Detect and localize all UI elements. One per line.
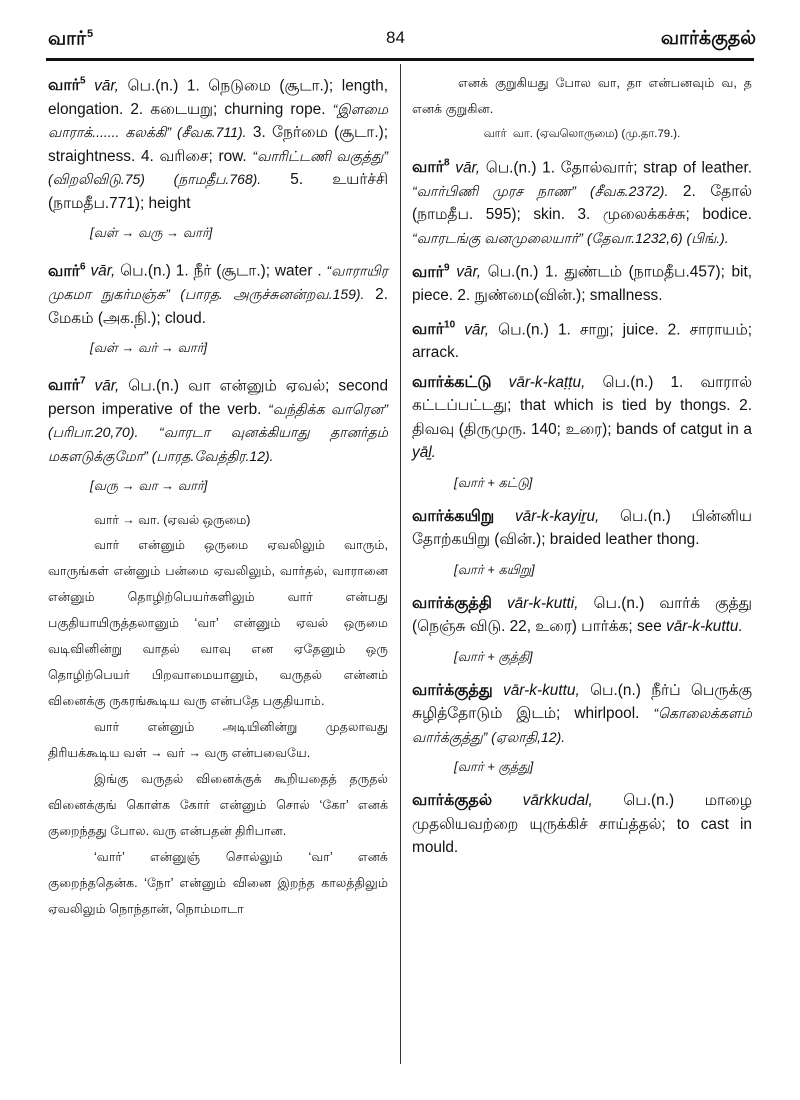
headword: வார்க்குத்தி (412, 594, 492, 612)
note-paragraph: வார் என்னும் அடியினின்று முதலாவது திரியக்கூடிய வள் → வர் → வரு என்பவையே. (48, 720, 388, 761)
transliteration: vār, (456, 263, 482, 281)
entry-var-k-kuttu (412, 679, 752, 750)
citation: “வாரடங்கு வனமுலையார்” (தேவா.1232,6) (பிங்.). (412, 229, 729, 246)
entry-var-k-kattu (412, 371, 752, 465)
note-paragraph: இங்கு வருதல் வினைக்குக் கூறியதைத் தருதல் வினைக்குங் கொள்க கோர் என்னும் சொல் ‘கோ’ எனக் குறைந்தது போல. வரு என்பதன் திரிபான. (48, 772, 388, 839)
definition: பெ.(n.) 1. தோல்வார்; strap of leather. (480, 159, 752, 177)
column-divider (400, 64, 401, 1064)
entry-var-6 (48, 255, 388, 330)
etymology: [வார் + குத்து] (454, 759, 534, 775)
etymology: [வார் + குத்தி] (454, 648, 533, 664)
headword: வார்$^7$ (48, 376, 86, 395)
citation: “கொலைக்களம் வார்க்குத்து” (ஏலாதி,12). (412, 705, 752, 745)
headword: வார்$^6$ (48, 261, 86, 280)
definition: பெ.(n.) பின்னிய தோற்கயிறு (வின்.); braided leather thong. (412, 507, 752, 549)
headword: வார்க்கட்டு (412, 373, 492, 391)
transliteration: vār, (94, 377, 120, 395)
continuation-note: வார் வா. (ஏவலொருமை) (மு.தா.79.). (483, 128, 681, 140)
transliteration: vārkkudal, (522, 792, 593, 810)
transliteration: vār, (94, 77, 119, 95)
etymology: [வள் → வரு → வார்] (90, 225, 213, 241)
transliteration: yāḻ. (412, 444, 436, 462)
transliteration: vār, (464, 320, 490, 338)
entry-var-k-kutti (412, 592, 752, 639)
etymology: [வார் + கட்டு] (454, 474, 533, 490)
header-right-guideword: வார்க்குதல் (660, 28, 756, 49)
page-header (0, 0, 800, 60)
citation: “வந்திக்க வாரென” (பரிபா.20,70). “வாரடா வுனக்கியாது தானர்தம் மகளடுக்குமோ” (பாரத.வேத்திர.12). (48, 400, 388, 464)
definition: பெ.(n.) வார்க் குத்து (நெஞ்சு விடு. 22, உரை) பார்க்க; see (412, 594, 752, 636)
entry-var-9 (412, 256, 752, 307)
headword: வார்$^9$ (412, 262, 450, 281)
headword: வார்$^5$ (48, 76, 86, 95)
continuation-text: எனக் குறுகியது போல வா, தா என்பனவும் வ, த எனக் குறுகின. (412, 76, 752, 116)
transliteration: vār-k-kutti, (506, 594, 579, 612)
definition: பெ.(n.) 1. துண்டம் (நாமதீப.457); bit, piece. 2. நுண்மை(வின்.); smallness. (412, 263, 752, 305)
definition: 2. தோல் (நாமதீப. 595); skin. 3. முலைக்கச்சு; bodice. (412, 182, 753, 224)
left-column (48, 70, 388, 922)
entry-var-10 (412, 314, 752, 365)
headword: வார்க்குத்து (412, 681, 493, 699)
definition: பெ.(n.) வா என்னும் ஏவல்; second person imperative of the verb. (48, 377, 388, 418)
citation: “வாராயிர முகமா நுகர்மஞ்சு” (பாரத. அருச்சுனன்றவ.159). (48, 262, 388, 303)
entry-var-8 (412, 152, 752, 250)
definition: பெ.(n.) மாழை முதலியவற்றை யுருக்கிச் சாய்த்தல்; to cast in mould. (412, 792, 752, 857)
etymology: [வரு → வா → வார்] (90, 478, 208, 494)
page-number: 84 (386, 28, 405, 47)
etymology: [வார் + கயிறு] (454, 561, 535, 577)
citation: “வாரிட்டணி வகுத்து” (விறலிவிடு.75) (நாமதீப.768). (48, 147, 388, 188)
entry-var-k-kayiru (412, 505, 752, 552)
entry-var-5 (48, 70, 388, 215)
header-left-guideword: வார்$^5$ (48, 28, 94, 50)
definition: பெ.(n.) 1. சாறு; juice. 2. சாராயம்; arrack. (412, 320, 752, 362)
header-rule (46, 58, 754, 61)
transliteration: vār-k-kuttu, (503, 681, 580, 699)
citation: “வார்பிணி முரச நாண” (சீவக.2372). (412, 182, 669, 199)
headword: வார்$^{10}$ (412, 319, 456, 338)
entry-var-7 (48, 370, 388, 468)
definition: பெ.(n.) 1. வாரால் கட்டப்பட்டது; that which is tied by thongs. 2. திவவு (திருமுரு. 140; உரை); bands of catgut in a (412, 373, 752, 438)
headword: வார்க்குதல் (412, 792, 493, 810)
definition: பெ.(n.) 1. நீர் (சூடா.); water . (115, 262, 327, 280)
transliteration: vār-k-kuttu. (666, 618, 743, 636)
headword: வார்க்கயிறு (412, 507, 495, 525)
citation: “இளமை வாராக்....... கலக்கி” (சீவக.711). (48, 100, 388, 141)
transliteration: vār-k-kayiṟu, (514, 507, 600, 525)
right-column (412, 70, 752, 866)
note-paragraph: வார் என்னும் ஒருமை ஏவலிலும் வாரும், வாருங்கள் என்னும் பன்மை ஏவலிலும், வார்தல், வாரானை என்னும் தொழிற்பெயர்களிலும் வார் என்பது பகுதியாயிருத்தலானும் ‘வா’ என்னும் ஏவல் ஒருமை வடிவினின்று வாதல் வாவு என ஏதேனும் ஒரு தொழிற்பெயர் பிறவாமையானும், வருதல் என்னம் வினைக்கு ருகரங்கூடிய வரு என்பதே பகுதியாம். (48, 538, 388, 709)
definition: 3. நேர்மை (சூடா.); straightness. 4. வரிசை; row. (48, 124, 389, 165)
transliteration: vār-k-kaṭṭu, (508, 373, 586, 391)
note-line: வார் → வா. (ஏவல் ஒருமை) (94, 513, 251, 528)
note-paragraph: ‘வார்’ என்னுஞ் சொல்லும் ‘வா’ எனக் குறைந்ததென்க. ‘நோ’ என்னும் வினை இறந்த காலத்திலும் ஏவலிலும் நொந்தான், நொம்மாடா (48, 850, 388, 917)
entry-varkkudal (412, 789, 752, 860)
definition: 2. மேகம் (அக.நி.); cloud. (48, 286, 388, 327)
definition: 5. உயர்ச்சி (நாமதீப.771); height (48, 171, 388, 212)
transliteration: vār, (90, 262, 116, 280)
definition: பெ.(n.) 1. நெடுமை (சூடா.); length, elongation. 2. கடையறு; churning rope. (48, 77, 388, 118)
definition: பெ.(n.) நீர்ப் பெருக்கு சுழித்தோடும் இடம்; whirlpool. (412, 681, 753, 723)
headword: வார்$^8$ (412, 158, 450, 177)
etymology: [வள் → வர் → வார்] (90, 340, 208, 356)
transliteration: vār, (455, 159, 481, 177)
